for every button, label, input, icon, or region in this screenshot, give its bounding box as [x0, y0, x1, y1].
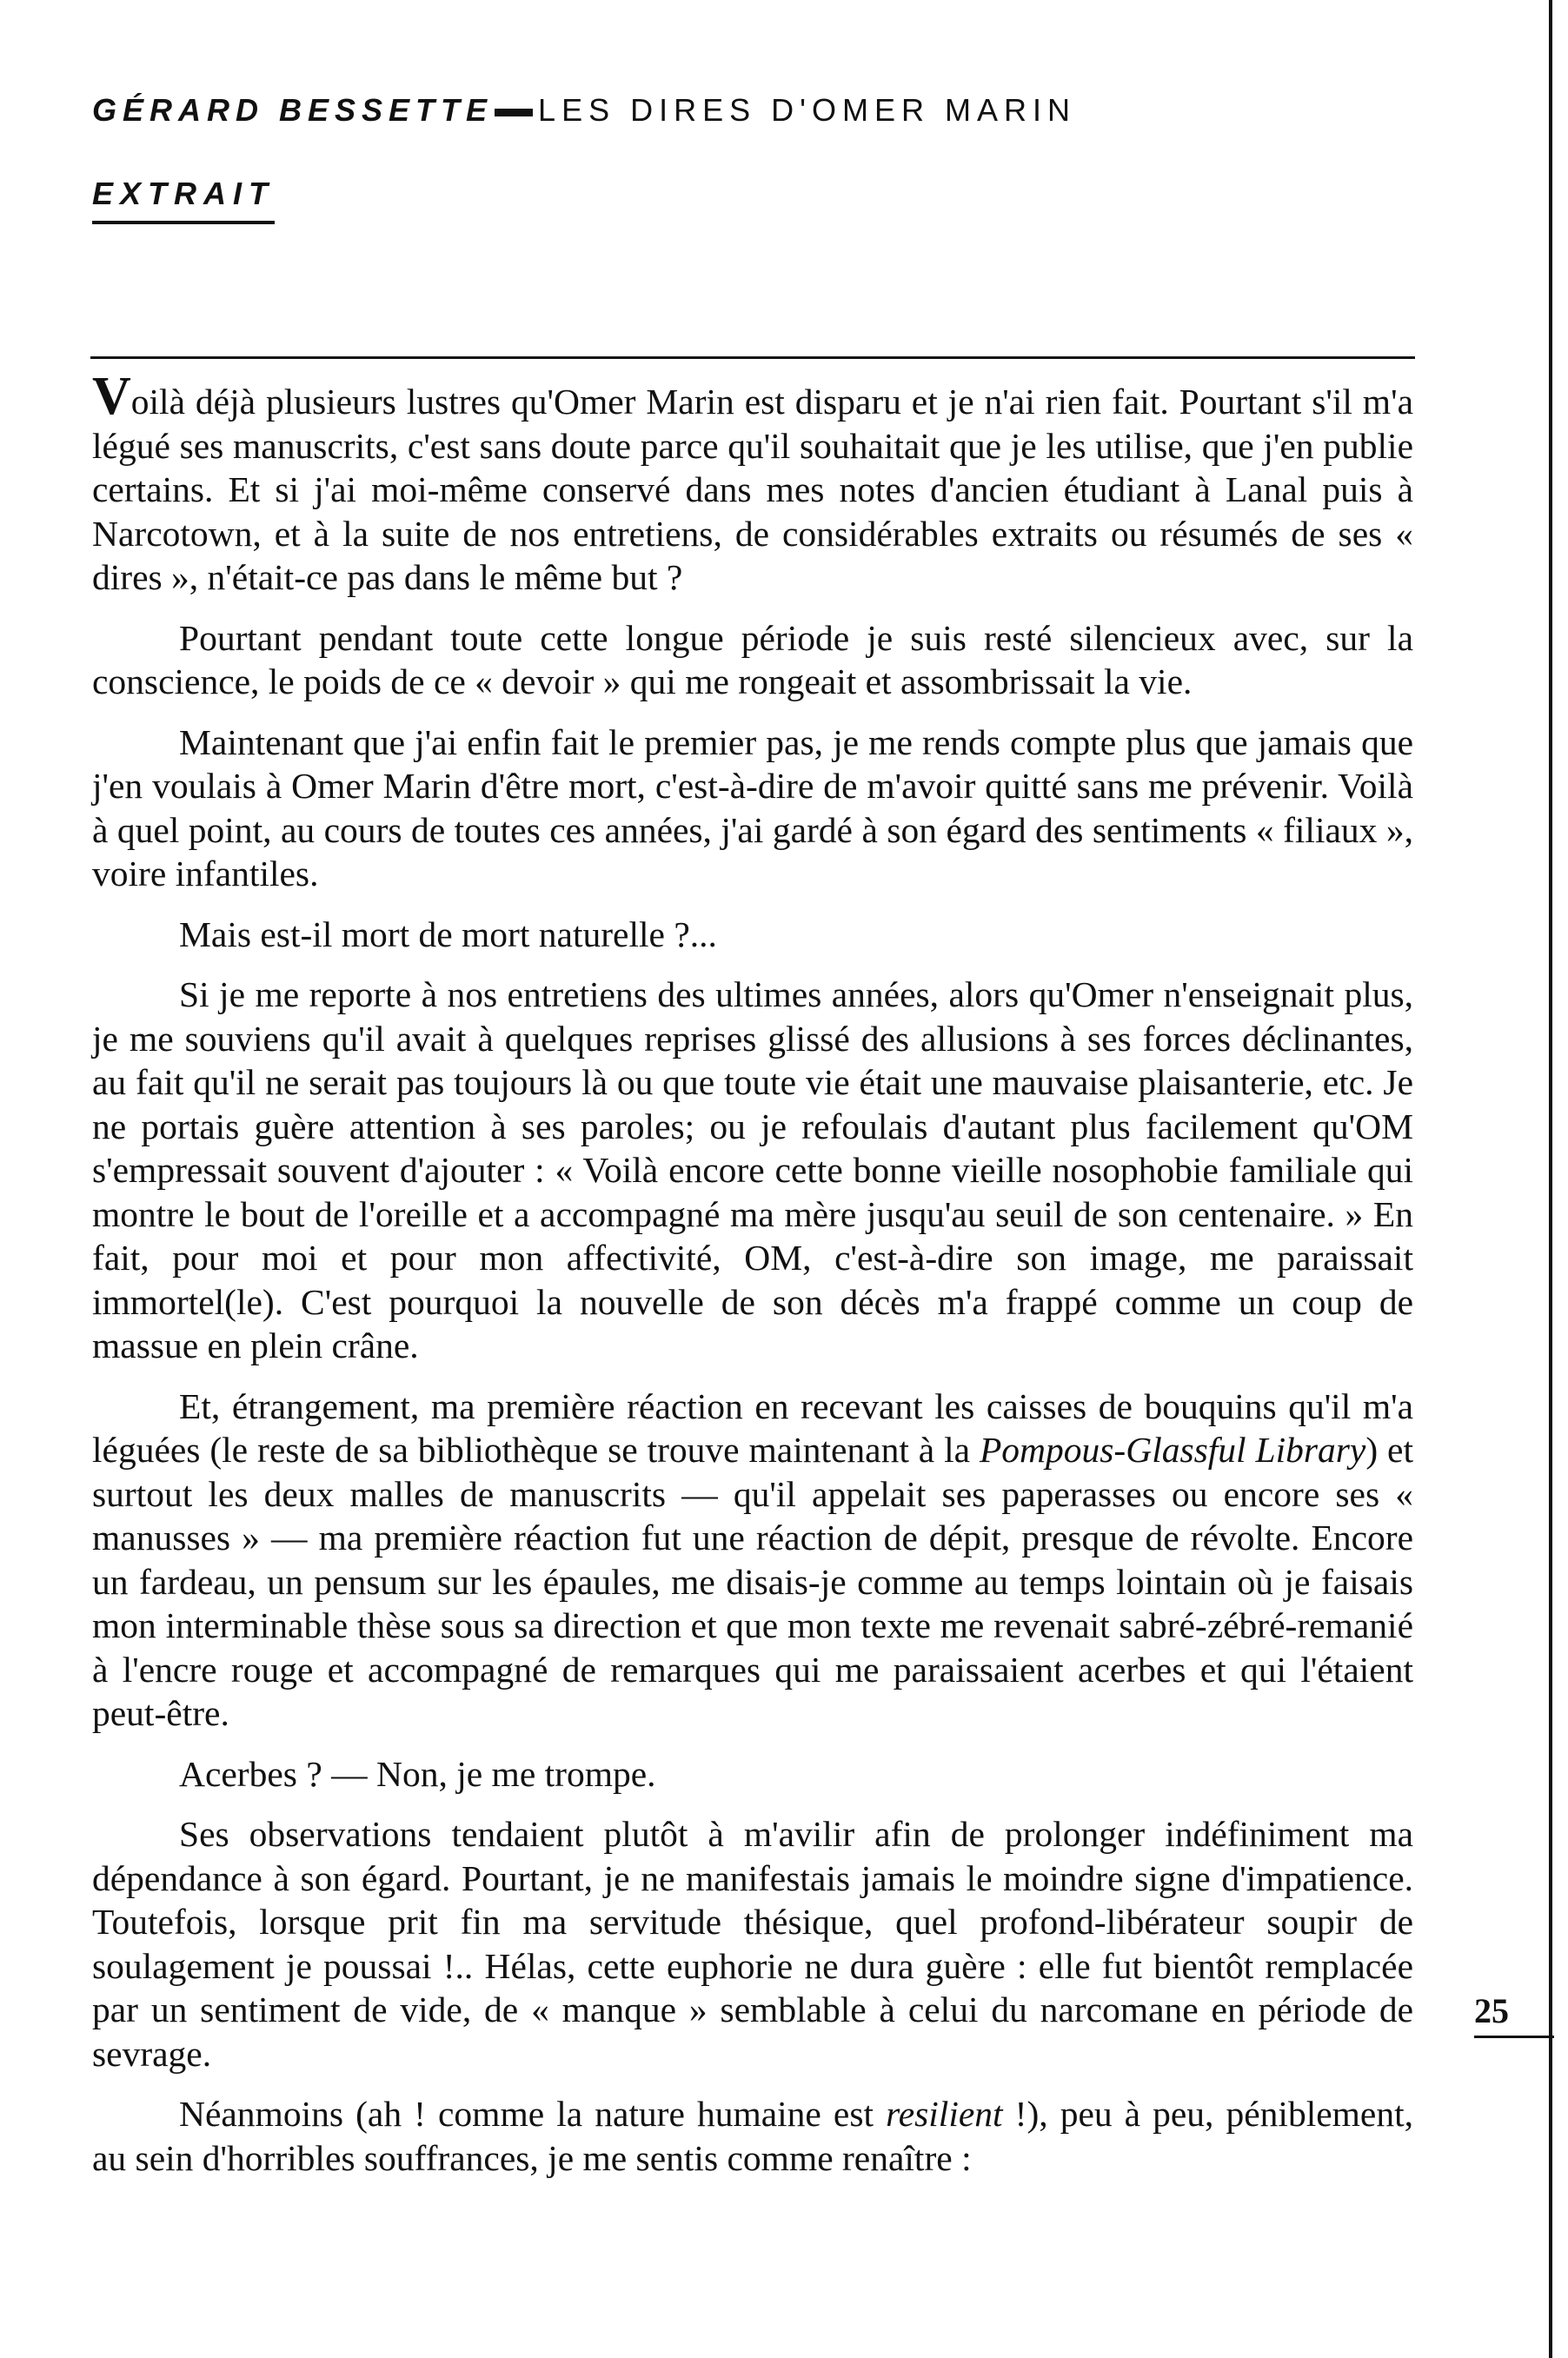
header-separator-bar	[495, 109, 533, 116]
paragraph-text: Néanmoins (ah ! comme la nature humaine est	[179, 2094, 887, 2134]
page-edge-rule	[1549, 0, 1552, 2358]
paragraph	[92, 367, 1413, 600]
book-title: LES DIRES D'OMER MARIN	[538, 92, 1076, 128]
paragraph-text: Et, étrangement, ma première réaction en recevant les caisses de bouquins qu'il m'a léguées (le reste de sa bibliothèque se trouve maintenant à la	[92, 1385, 1413, 1470]
author-name: GÉRARD BESSETTE	[92, 92, 494, 128]
paragraph: Si je me reporte à nos entretiens des ultimes années, alors qu'Omer n'enseignait plus, je me souviens qu'il avait à quelques reprises glissé des allusions à ses forces déclinantes, au fait qu'il ne serait pas toujours là ou que toute vie était une mauvaise plaisanterie, etc. Je ne portais guère attention à ses paroles; ou je refoulais d'autant plus facilement qu'OM s'empressait souvent d'ajouter : « Voilà encore cette bonne vieille nosophobie familiale qui montre le bout de l'oreille et a accompagné ma mère jusqu'au seuil de son centenaire. » En fait, pour moi et pour mon affectivité, OM, c'est-à-dire son image, me paraissait immortel(le). C'est pourquoi la nouvelle de son décès m'a frappé comme un coup de massue en plein crâne.	[92, 974, 1413, 1365]
paragraph-text: oilà déjà plusieurs lustres qu'Omer Marin est disparu et je n'ai rien fait. Pourtant s'il m'a légué ses manuscrits, c'est sans doute parce qu'il souhaitait que je les utilise, que j'en publie certains. Et si j'ai moi-même conservé dans mes notes d'ancien étudiant à Lanal puis à Narcotown, et à la suite de nos entretiens, de considérables extraits ou résumés de ses « dires », n'était-ce pas dans le même but ?	[92, 382, 1413, 597]
paragraph-text: !), peu à peu, péniblement, au sein d'horribles souffrances, je me sentis comme renaître :	[92, 2094, 1413, 2178]
paragraph: Mais est-il mort de mort naturelle ?...	[179, 913, 717, 954]
section-divider	[90, 356, 1415, 359]
page-number-rule	[1474, 2036, 1554, 2038]
paragraph-text: ) et surtout les deux malles de manuscrits — qu'il appelait ses paperasses ou encore ses « manusses » — ma première réaction fut une réaction de dépit, presque de révolte. Encore un fardeau, un pensum sur les épaules, me disais-je comme au temps lointain où je faisais mon interminable thèse sous sa direction et que mon texte me revenait sabré-zébré-remanié à l'encre rouge et accompagné de remarques qui me paraissaient acerbes et qui l'étaient peut-être.	[92, 1430, 1413, 1733]
paragraph: Pourtant pendant toute cette longue période je suis resté silencieux avec, sur la conscience, le poids de ce « devoir » qui me rongeait et assombrissait la vie.	[92, 617, 1413, 701]
drop-cap: V	[92, 367, 131, 426]
paragraph: Maintenant que j'ai enfin fait le premier pas, je me rends compte plus que jamais que j'en voulais à Omer Marin d'être mort, c'est-à-dire de m'avoir quitté sans me prévenir. Voilà à quel point, au cours de toutes ces années, j'ai gardé à son égard des sentiments « filiaux », voire infantiles.	[92, 721, 1413, 893]
paragraph: Acerbes ? — Non, je me trompe.	[179, 1753, 656, 1794]
paragraph	[92, 1385, 1413, 1736]
paragraph	[92, 2092, 1413, 2180]
paragraph: Ses observations tendaient plutôt à m'avilir afin de prolonger indéfiniment ma dépendance à son égard. Pourtant, je ne manifestais jamais le moindre signe d'impatience. Toutefois, lorsque prit fin ma servitude thésique, quel profond-libérateur soupir de soulagement je poussai !.. Hélas, cette euphorie ne dura guère : elle fut bientôt remplacée par un sentiment de vide, de « manque » semblable à celui du narcomane en période de sevrage.	[92, 1814, 1413, 2074]
running-head	[92, 92, 1076, 129]
library-name: Pompous-Glassful Library	[979, 1430, 1366, 1470]
section-label: EXTRAIT	[92, 176, 275, 224]
body-text	[92, 367, 1413, 2196]
page-number: 25	[1474, 1991, 1509, 2030]
emphasized-word: resilient	[886, 2094, 1003, 2134]
